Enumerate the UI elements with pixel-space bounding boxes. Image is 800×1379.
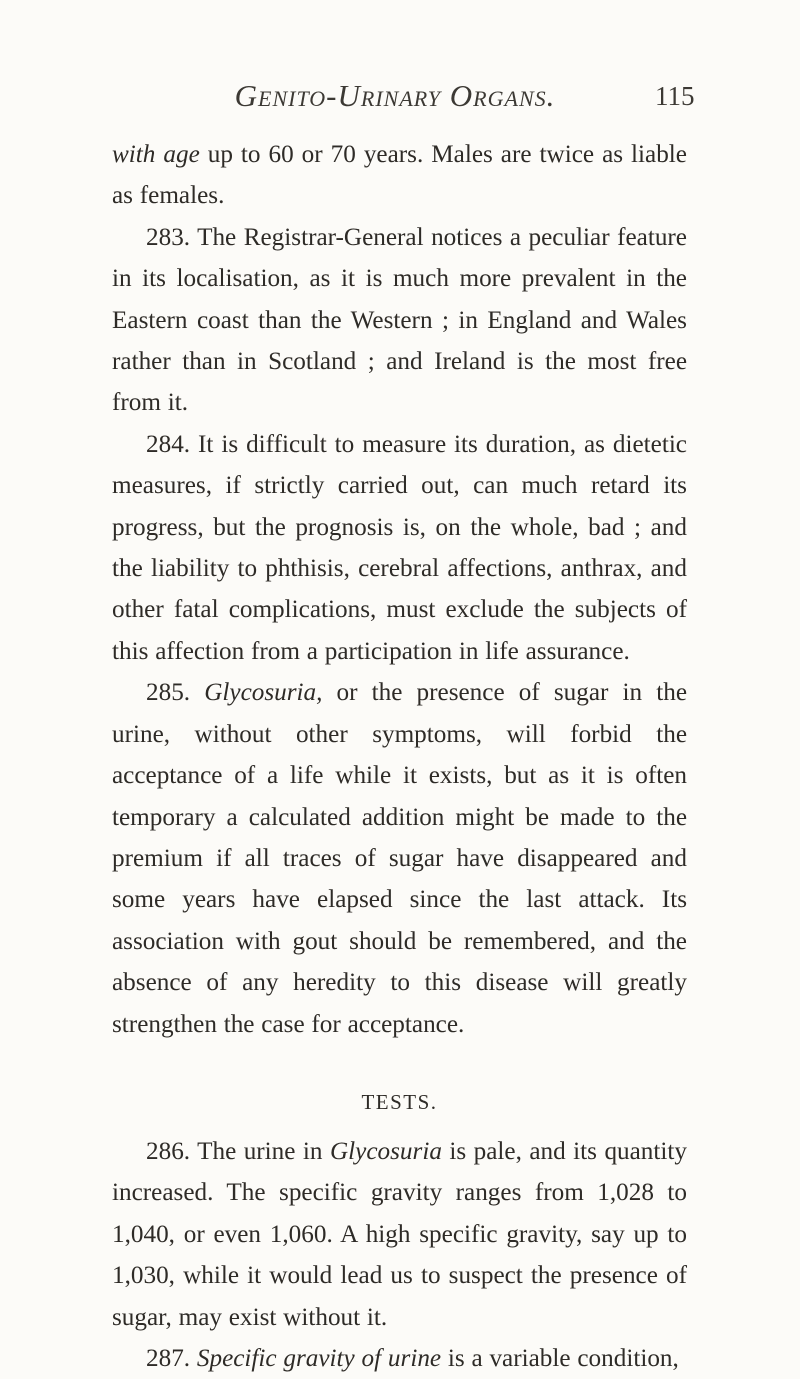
italic-term: Specific gravity of urine bbox=[196, 1344, 442, 1372]
paragraph-286 bbox=[112, 1131, 687, 1338]
paragraph-text: is pale, and its quantity increased. The specific gravity ranges from 1,028 to 1,040, or even 1,060. A high specific gravity, say up to 1,030, while it would lead us to suspect the presence of sugar, may exist without it. bbox=[112, 1137, 687, 1331]
page-number: 115 bbox=[655, 81, 695, 111]
paragraph-text: 283. The Registrar-General notices a peculiar feature in its localisation, as it is much more prevalent in the Eastern coast than the Western ; in England and Wales rather than in Scotland ; and Ireland is the most free from it. bbox=[112, 223, 687, 417]
italic-term: Glycosuria, bbox=[204, 679, 323, 707]
paragraph-text: up to 60 or 70 years. Males are twice as liable as females. bbox=[112, 141, 687, 210]
paragraph-284 bbox=[112, 424, 687, 672]
running-head bbox=[0, 78, 800, 118]
paragraph-lead: 286. The urine in bbox=[146, 1137, 330, 1165]
paragraph-number: 287. bbox=[146, 1344, 197, 1372]
paragraph-text: is a variable condition, bbox=[441, 1344, 679, 1372]
paragraph-continued bbox=[112, 134, 687, 217]
running-title: Genito-Urinary Organs. bbox=[234, 78, 556, 113]
paragraph-285 bbox=[112, 672, 687, 1045]
body-text bbox=[112, 134, 687, 1379]
italic-term: Glycosuria bbox=[329, 1137, 442, 1165]
paragraph-text: 284. It is difficult to measure its duration, as dietetic measures, if strictly carried out, can much retard its progress, but the prognosis is, on the whole, bad ; and the liability to phthisis, cerebral affections, anthrax, and other fatal complications, must exclude the subjects of this affection from a participation in life assurance. bbox=[112, 430, 687, 665]
section-heading: TESTS. bbox=[361, 1089, 438, 1114]
italic-phrase: with age bbox=[112, 141, 200, 168]
paragraph-283 bbox=[112, 217, 687, 424]
paragraph-number: 285. bbox=[146, 679, 205, 707]
paragraph-287 bbox=[112, 1338, 687, 1379]
paragraph-text: or the presence of sugar in the urine, without other symptoms, will forbid the acceptance of a life while it exists, but as it is often temporary a calculated addition might be made to the premium if all traces of sugar have disappeared and some years have elapsed since the last attack. Its association with gout should be remembered, and the absence of any heredity to this disease will greatly strengthen the case for acceptance. bbox=[112, 679, 688, 1038]
